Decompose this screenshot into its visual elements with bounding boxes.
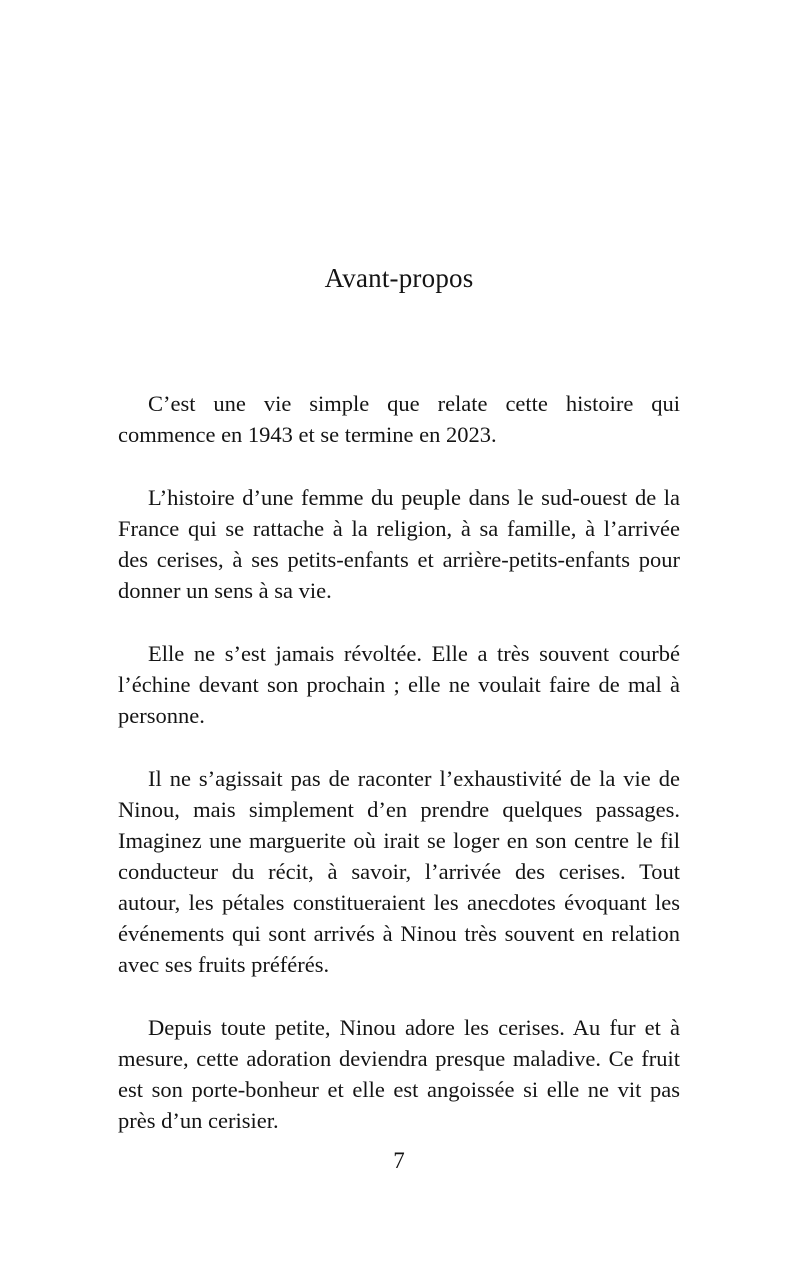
chapter-title: Avant-propos	[324, 263, 474, 293]
page-number: 7	[393, 1148, 405, 1173]
paragraph: Il ne s’agissait pas de raconter l’exhaustivité de la vie de Ninou, mais simplement d’en prendre quelques passages. Imaginez une marguerite où irait se loger en son centre le fil conducteur du récit, à savoir, l’arrivée des cerises. Tout autour, les pétales constitueraient les anecdotes évoquant les événements qui sont arrivés à Ninou très souvent en relation avec ses fruits préférés.	[118, 766, 680, 977]
body-text	[118, 388, 680, 1168]
paragraph: C’est une vie simple que relate cette histoire qui commence en 1943 et se termine en 2023.	[118, 391, 680, 447]
paragraph: Depuis toute petite, Ninou adore les cerises. Au fur et à mesure, cette adoration deviendra presque maladive. Ce fruit est son porte-bonheur et elle est angoissée si elle ne vit pas près d’un cerisier.	[118, 1015, 680, 1133]
paragraph: L’histoire d’une femme du peuple dans le sud-ouest de la France qui se rattache à la religion, à sa famille, à l’arrivée des cerises, à ses petits-enfants et arrière-petits-enfants pour donner un sens à sa vie.	[118, 485, 680, 603]
paragraph: Elle ne s’est jamais révoltée. Elle a très souvent courbé l’échine devant son prochain ; elle ne voulait faire de mal à personne.	[118, 641, 680, 728]
